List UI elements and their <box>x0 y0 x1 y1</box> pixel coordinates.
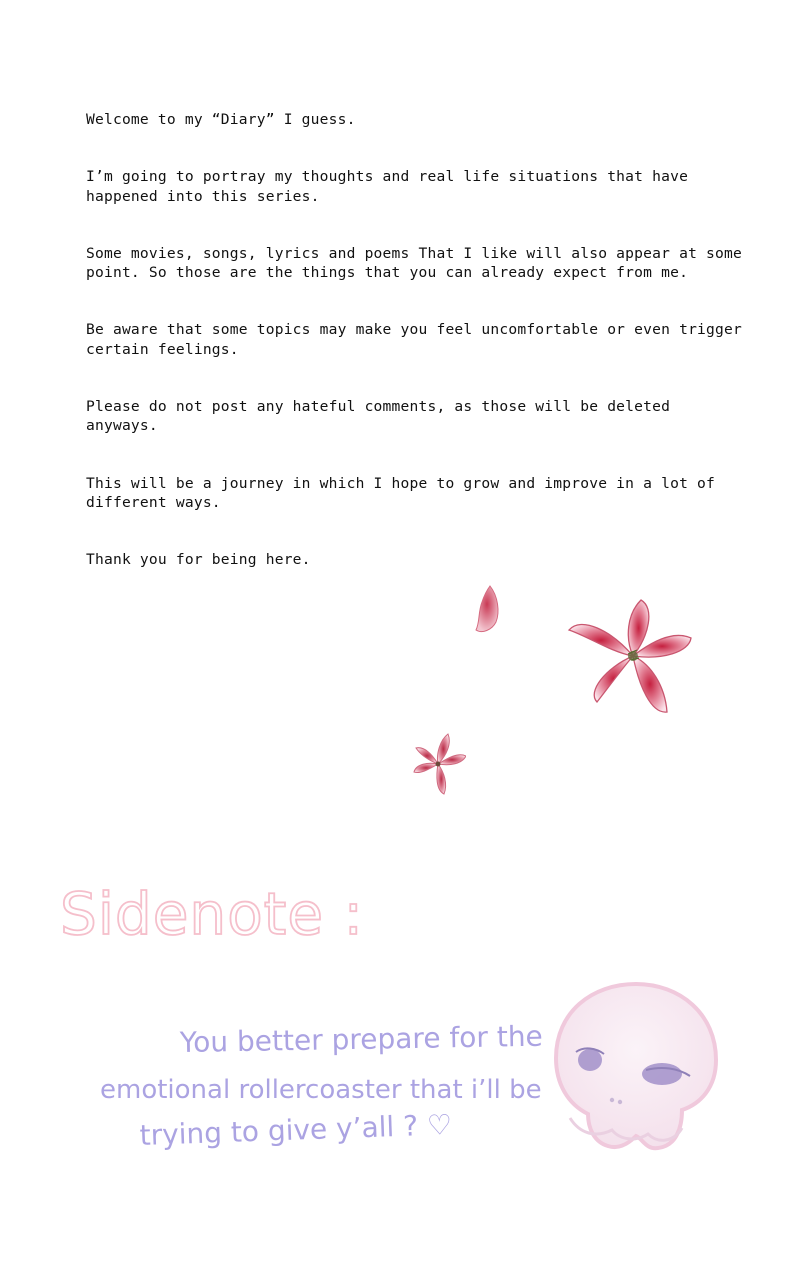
sidenote-heading: Sidenote : <box>60 880 365 948</box>
sidenote-line-2: emotional rollercoaster that i’ll be <box>100 1075 542 1105</box>
paragraph-movies: Some movies, songs, lyrics and poems That I like will also appear at some point. So those are the things that you can already expect from me. <box>86 244 751 282</box>
paragraph-warning: Be aware that some topics may make you feel uncomfortable or even trigger certain feelings. <box>86 321 751 358</box>
sidenote-line-3: trying to give y’all ? ♡ <box>139 1108 453 1152</box>
paragraph-welcome: Welcome to my “Diary” I guess. <box>86 111 356 128</box>
sidenote-line-1: You better prepare for the <box>179 1019 544 1059</box>
paragraph-thanks: Thank you for being here. <box>86 551 311 569</box>
paragraph-comments: Please do not post any hateful comments, as those will be deleted anyways. <box>86 398 680 435</box>
paragraph-portray: I’m going to portray my thoughts and real life situations that have happened into this series. <box>86 168 698 205</box>
skull-icon <box>550 978 725 1158</box>
paragraph-journey: This will be a journey in which I hope to grow and improve in a lot of different ways. <box>86 474 725 511</box>
